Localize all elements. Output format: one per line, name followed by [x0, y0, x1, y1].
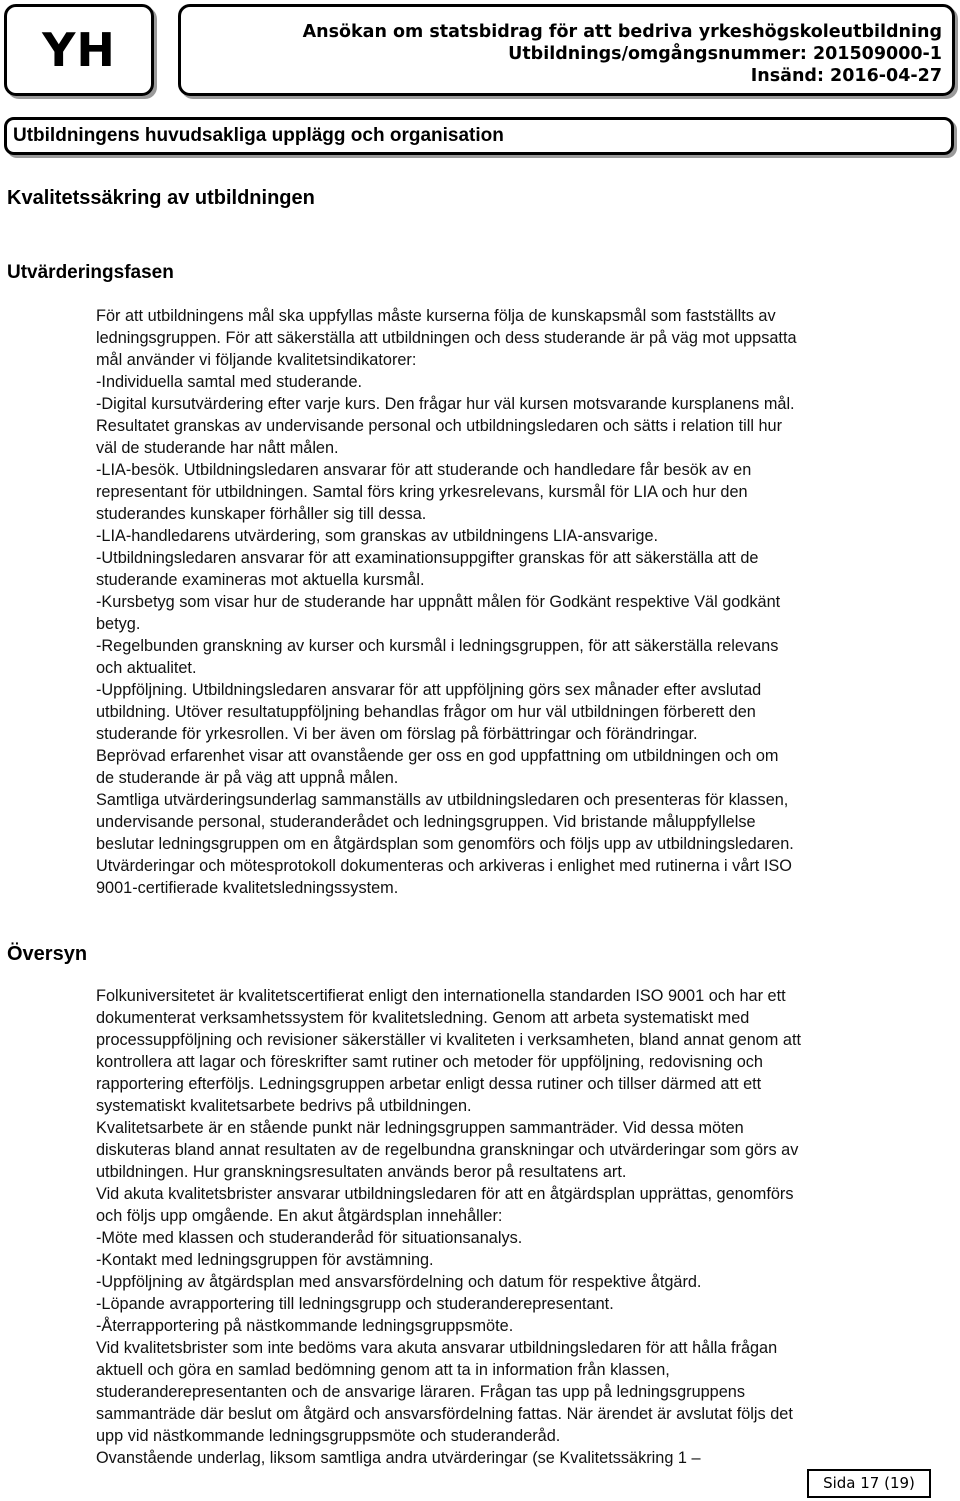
overview-line: -Möte med klassen och studeranderåd för situationsanalys.	[96, 1229, 523, 1247]
evaluation-line: beslutar ledningsgruppen om en åtgärdsplan som genomförs och följs upp av utbildningsledaren.	[96, 835, 794, 853]
overview-line: sammanträde där beslut om åtgärd och ansvarsfördelning fattas. När ärendet är avslutat följs det	[96, 1405, 793, 1423]
overview-line: dokumenterat verksamhetssystem för kvalitetsledning. Genom att arbeta systematiskt med	[96, 1009, 750, 1027]
application-header	[178, 4, 955, 96]
overview-text	[96, 985, 956, 1469]
overview-line: Ovanstående underlag, liksom samtliga andra utvärderingar (se Kvalitetssäkring 1 –	[96, 1449, 701, 1467]
heading-evaluation-phase: Utvärderingsfasen	[7, 262, 174, 283]
evaluation-line: studerande för yrkesrollen. Vi ber även om förslag på förbättringar och förändringar.	[96, 725, 698, 743]
evaluation-line: Samtliga utvärderingsunderlag sammanställs av utbildningsledaren och presenteras för klassen,	[96, 791, 789, 809]
evaluation-line: mål använder vi följande kvalitetsindikatorer:	[96, 351, 417, 369]
evaluation-line: studerandes kunskaper förhåller sig till dessa.	[96, 505, 427, 523]
heading-quality-assurance: Kvalitetssäkring av utbildningen	[7, 187, 315, 209]
overview-line: -Kontakt med ledningsgruppen för avstämning.	[96, 1251, 434, 1269]
evaluation-line: de studerande är på väg att uppnå målen.	[96, 769, 399, 787]
overview-line: diskuteras bland annat resultaten av de regelbundna granskningar och utvärderingar som görs av	[96, 1141, 799, 1159]
evaluation-line: -Digital kursutvärdering efter varje kurs. Den frågar hur väl kursen motsvarande kursplanens mål.	[96, 395, 795, 413]
evaluation-line: -Individuella samtal med studerande.	[96, 373, 363, 391]
evaluation-line: Utvärderingar och mötesprotokoll dokumenteras och arkiveras i enlighet med rutinerna i vårt ISO	[96, 857, 792, 875]
overview-line: -Återrapportering på nästkommande ledningsgruppsmöte.	[96, 1317, 514, 1335]
page-number: Sida 17 (19)	[807, 1469, 931, 1498]
evaluation-line: representant för utbildningen. Samtal förs kring yrkesrelevans, kursmål för LIA och hur den	[96, 483, 748, 501]
overview-line: studeranderepresentanten och de ansvarige läraren. Frågan tas upp på ledningsgruppens	[96, 1383, 745, 1401]
overview-line: rapportering efterföljs. Ledningsgruppen arbetar enligt dessa rutiner och tillser därmed att ett	[96, 1075, 762, 1093]
evaluation-line: ledningsgruppen. För att säkerställa att utbildningen och dess studerande är på väg mot uppsatta	[96, 329, 797, 347]
overview-line: systematiskt kvalitetsarbete bedrivs på utbildningen.	[96, 1097, 472, 1115]
overview-line: Vid kvalitetsbrister som inte bedöms vara akuta ansvarar utbildningsledaren för att hålla frågan	[96, 1339, 778, 1357]
evaluation-line: -Regelbunden granskning av kurser och kursmål i ledningsgruppen, för att säkerställa relevans	[96, 637, 779, 655]
evaluation-line: utbildning. Utöver resultatuppföljning behandlas frågor om hur väl utbildningen förberett den	[96, 703, 756, 721]
overview-line: och följs upp omgående. En akut åtgärdsplan innehåller:	[96, 1207, 503, 1225]
evaluation-line: För att utbildningens mål ska uppfyllas måste kurserna följa de kunskapsmål som fastställts av	[96, 307, 776, 325]
evaluation-line: -Kursbetyg som visar hur de studerande har uppnått målen för Godkänt respektive Väl godkänt	[96, 593, 781, 611]
overview-line: aktuell och göra en samlad bedömning genom att ta in information från klassen,	[96, 1361, 670, 1379]
evaluation-line: väl de studerande har nått målen.	[96, 439, 339, 457]
overview-line: upp vid nästkommande ledningsgruppsmöte och studeranderåd.	[96, 1427, 561, 1445]
section-title: Utbildningens huvudsakliga upplägg och organisation	[4, 117, 954, 155]
overview-line: utbildningen. Hur granskningsresultaten används beror på resultatens art.	[96, 1163, 627, 1181]
yh-logo: YH	[42, 23, 116, 77]
header-course-number: Utbildnings/omgångsnummer: 201509000-1	[508, 44, 942, 64]
overview-line: Kvalitetsarbete är en stående punkt när ledningsgruppen sammanträder. Vid dessa möten	[96, 1119, 744, 1137]
evaluation-line: 9001-certifierade kvalitetsledningssystem.	[96, 879, 399, 897]
evaluation-line: -LIA-handledarens utvärdering, som granskas av utbildningens LIA-ansvarige.	[96, 527, 659, 545]
header-title: Ansökan om statsbidrag för att bedriva yrkeshögskoleutbildning	[302, 22, 942, 42]
evaluation-line: Resultatet granskas av undervisande personal och utbildningsledaren och sätts i relation till hur	[96, 417, 783, 435]
overview-line: kontrollera att lagar och föreskrifter samt rutiner och metoder för uppföljning, redovisning och	[96, 1053, 763, 1071]
overview-line: -Löpande avrapportering till ledningsgrupp och studeranderepresentant.	[96, 1295, 614, 1313]
evaluation-line: och aktualitet.	[96, 659, 197, 677]
evaluation-line: -Utbildningsledaren ansvarar för att examinationsuppgifter granskas för att säkerställa att de	[96, 549, 759, 567]
header-submitted-date: Insänd: 2016-04-27	[750, 66, 942, 86]
evaluation-line: -Uppföljning. Utbildningsledaren ansvarar för att uppföljning görs sex månader efter avslutad	[96, 681, 762, 699]
overview-line: -Uppföljning av åtgärdsplan med ansvarsfördelning och datum för respektive åtgärd.	[96, 1273, 702, 1291]
evaluation-line: betyg.	[96, 615, 141, 633]
evaluation-line: studerande examineras mot aktuella kursmål.	[96, 571, 425, 589]
evaluation-line: undervisande personal, studeranderådet och ledningsgruppen. Vid bristande måluppfyllelse	[96, 813, 756, 831]
heading-overview: Översyn	[7, 943, 88, 965]
evaluation-line: -LIA-besök. Utbildningsledaren ansvarar för att studerande och handledare får besök av en	[96, 461, 752, 479]
overview-line: Folkuniversitetet är kvalitetscertifierat enligt den internationella standarden ISO 9001 och har ett	[96, 987, 786, 1005]
evaluation-text	[96, 305, 956, 899]
overview-line: Vid akuta kvalitetsbrister ansvarar utbildningsledaren för att en åtgärdsplan upprättas, genomförs	[96, 1185, 794, 1203]
yh-logo-box	[4, 4, 154, 96]
evaluation-line: Beprövad erfarenhet visar att ovanstående ger oss en god uppfattning om utbildningen och om	[96, 747, 779, 765]
overview-line: processuppföljning och revisioner säkerställer vi kvaliteten i verksamheten, bland annat genom att	[96, 1031, 801, 1049]
